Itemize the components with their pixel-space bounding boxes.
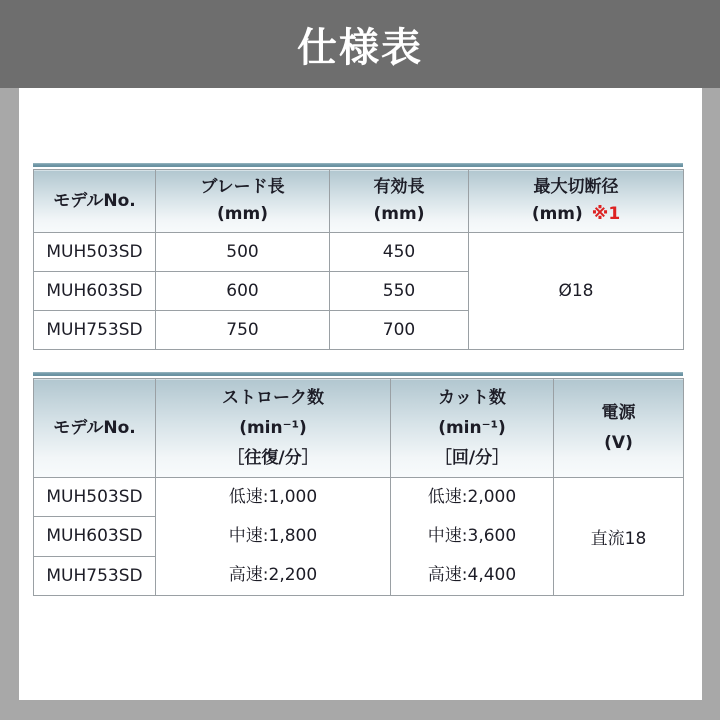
header-max-cut-diameter: 最大切断径 (mm) ※1 <box>469 170 684 233</box>
cell-power-source: 直流18 <box>554 478 684 596</box>
cell-model: MUH603SD <box>34 517 156 556</box>
blade-spec-block <box>33 163 683 350</box>
cell-model: MUH753SD <box>34 311 156 350</box>
table-header-row <box>34 379 684 478</box>
cell-effective-length: 550 <box>330 272 469 311</box>
table-header-row <box>34 170 684 233</box>
table-top-rule <box>33 372 683 376</box>
header-blade-length: ブレード長 (mm) <box>156 170 330 233</box>
cell-effective-length: 700 <box>330 311 469 350</box>
cut-high: 高速:4,400 <box>427 565 517 585</box>
cut-mid: 中速:3,600 <box>427 526 517 546</box>
footnote-marker: ※1 <box>591 204 621 224</box>
page-title: 仕様表 <box>297 24 423 71</box>
cell-blade-length: 600 <box>156 272 330 311</box>
stroke-spec-table <box>33 378 684 596</box>
table-row <box>34 478 684 517</box>
header-model-no <box>34 170 156 233</box>
cell-stroke-counts <box>156 478 391 596</box>
cell-max-cut-diameter: Ø18 <box>469 233 684 350</box>
cell-model: MUH603SD <box>34 272 156 311</box>
header-power-source: 電源 (V) <box>554 379 684 478</box>
cell-blade-length: 750 <box>156 311 330 350</box>
header-cut-count: カット数 (min⁻¹) ［回/分］ <box>391 379 554 478</box>
content-panel <box>19 88 702 700</box>
table-row <box>34 233 684 272</box>
stroke-spec-block <box>33 372 683 596</box>
cell-cut-counts <box>391 478 554 596</box>
cell-effective-length: 450 <box>330 233 469 272</box>
blade-spec-table <box>33 169 684 350</box>
header-model-label: モデルNo. <box>53 418 136 438</box>
stroke-high: 高速:2,200 <box>228 565 318 585</box>
tables-container <box>19 88 702 596</box>
header-model-no <box>34 379 156 478</box>
header-model-label: モデルNo. <box>53 190 136 211</box>
header-banner <box>0 0 720 88</box>
cell-model: MUH753SD <box>34 556 156 595</box>
cell-blade-length: 500 <box>156 233 330 272</box>
table-top-rule <box>33 163 683 167</box>
cut-low: 低速:2,000 <box>427 487 517 507</box>
cell-model: MUH503SD <box>34 478 156 517</box>
header-stroke-count: ストローク数 (min⁻¹) ［往復/分］ <box>156 379 391 478</box>
stroke-low: 低速:1,000 <box>228 487 318 507</box>
cell-model: MUH503SD <box>34 233 156 272</box>
header-effective-length: 有効長 (mm) <box>330 170 469 233</box>
stroke-mid: 中速:1,800 <box>228 526 318 546</box>
